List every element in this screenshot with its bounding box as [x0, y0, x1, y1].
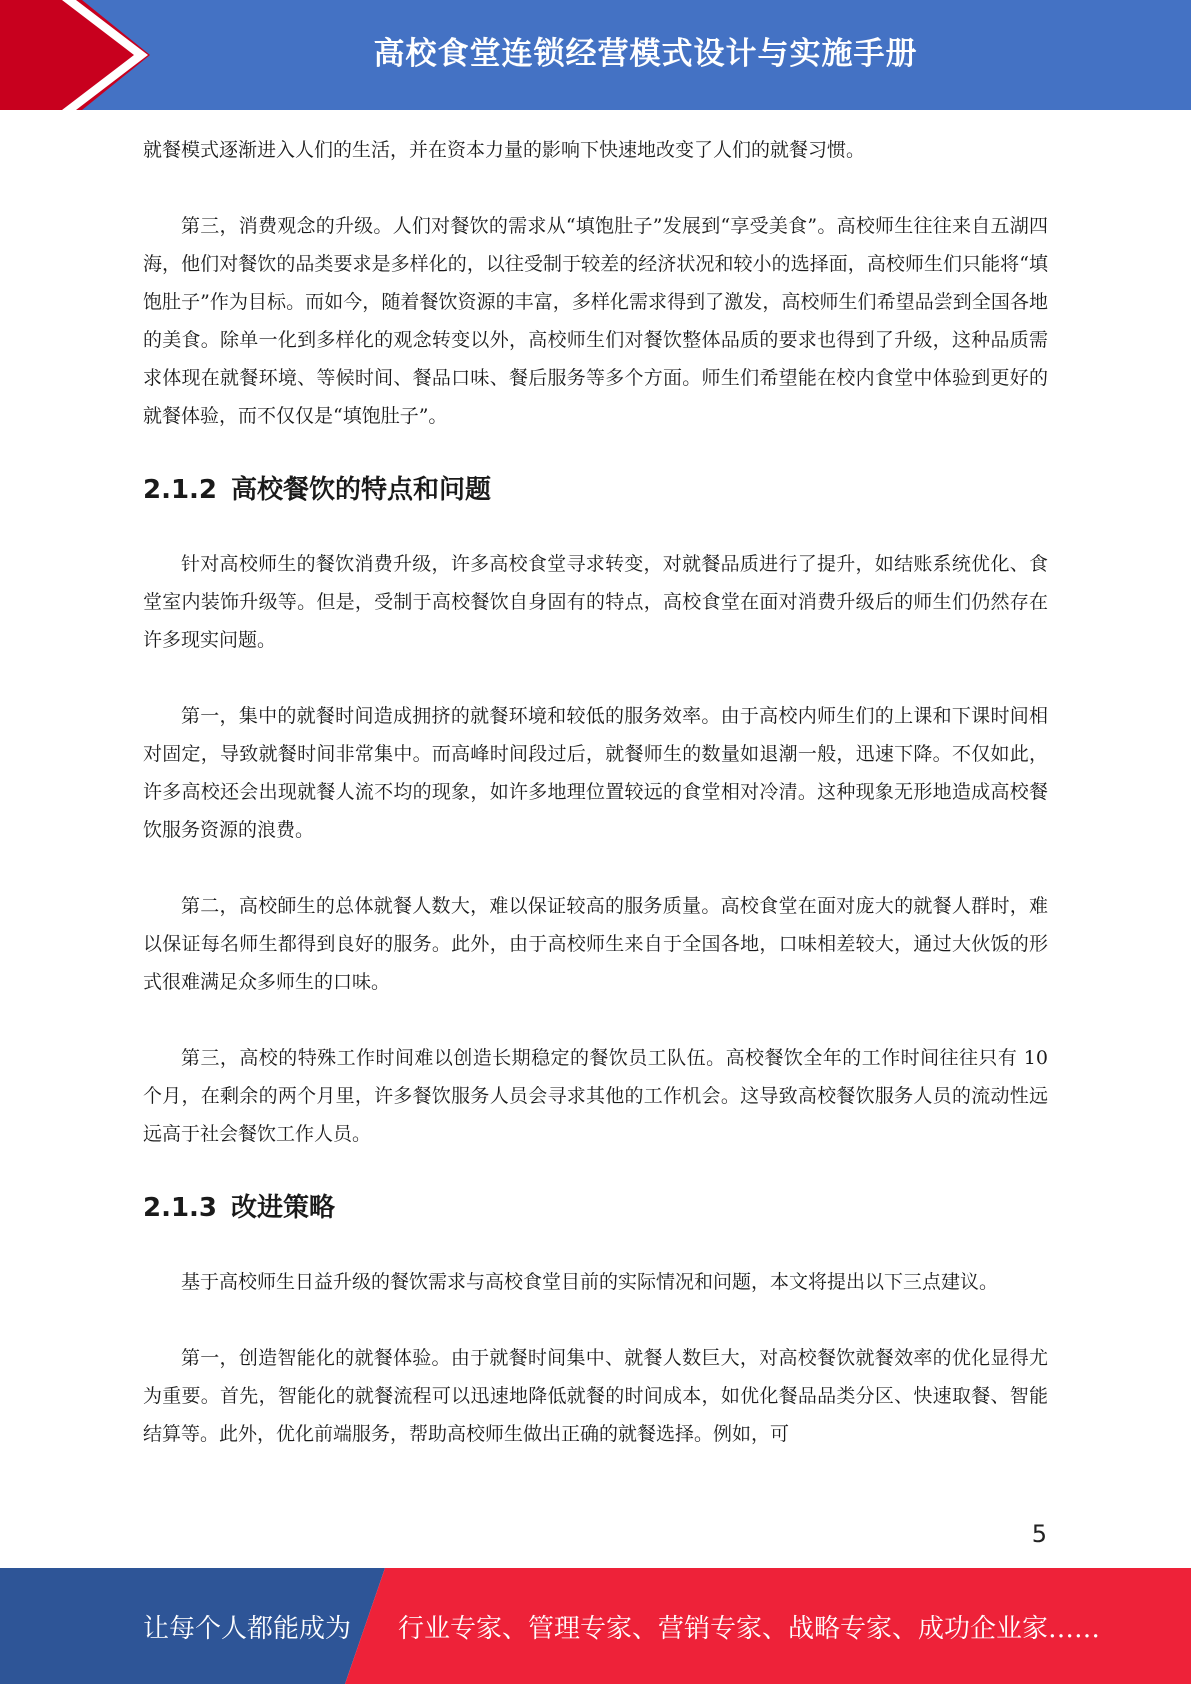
- section-heading-2-1-3: [143, 1191, 1048, 1225]
- paragraph-intro-problems: 针对高校师生的餐饮消费升级，许多高校食堂寻求转变，对就餐品质进行了提升，如结账系统优化、食堂室内装饰升级等。但是，受制于高校餐饮自身固有的特点，高校食堂在面对消费升级后的师生们仍然存在许多现实问题。: [143, 553, 1048, 651]
- section-heading-2-1-2: [143, 473, 1048, 507]
- page-header: [0, 0, 1191, 110]
- paragraph-problem-3: 第三，高校的特殊工作时间难以创造长期稳定的餐饮员工队伍。高校餐饮全年的工作时间往往只有 10 个月，在剩余的两个月里，许多餐饮服务人员会寻求其他的工作机会。这导致高校餐饮服务人员的流动性远远高于社会餐饮工作人员。: [143, 1047, 1048, 1145]
- page-content: [143, 131, 1048, 1453]
- section-number: 2.1.3: [143, 1193, 218, 1223]
- paragraph-strategy-1: 第一，创造智能化的就餐体验。由于就餐时间集中、就餐人数巨大，对高校餐饮就餐效率的优化显得尤为重要。首先，智能化的就餐流程可以迅速地降低就餐的时间成本，如优化餐品品类分区、快速取餐、智能结算等。此外，优化前端服务，帮助高校师生做出正确的就餐选择。例如，可: [143, 1347, 1048, 1445]
- section-title: 高校餐饮的特点和问题: [231, 475, 492, 505]
- paragraph-consumption-upgrade: 第三，消费观念的升级。人们对餐饮的需求从“填饱肚子”发展到“享受美食”。高校师生往往来自五湖四海，他们对餐饮的品类要求是多样化的，以往受制于较差的经济状况和较小的选择面，高校师生们只能将“填饱肚子”作为目标。而如今，随着餐饮资源的丰富，多样化需求得到了激发，高校师生们希望品尝到全国各地的美食。除单一化到多样化的观念转变以外，高校师生们对餐饮整体品质的要求也得到了升级，这种品质需求体现在就餐环境、等候时间、餐品口味、餐后服务等多个方面。师生们希望能在校内食堂中体验到更好的就餐体验，而不仅仅是“填饱肚子”。: [143, 215, 1048, 427]
- document-title: 高校食堂连锁经营模式设计与实施手册: [373, 36, 918, 72]
- paragraph-continued: 就餐模式逐渐进入人们的生活，并在资本力量的影响下快速地改变了人们的就餐习惯。: [143, 139, 866, 161]
- page-footer: [0, 1568, 1191, 1684]
- page-number: 5: [1031, 1520, 1047, 1548]
- section-number: 2.1.2: [143, 475, 218, 505]
- footer-slogan-left: 让每个人都能成为: [143, 1614, 352, 1644]
- section-title: 改进策略: [231, 1193, 336, 1223]
- header-chevron-graphic: [0, 0, 160, 110]
- paragraph-problem-2: 第二，高校師生的总体就餐人数大，难以保证较高的服务质量。高校食堂在面对庞大的就餐人群时，难以保证每名师生都得到良好的服务。此外，由于高校师生来自于全国各地，口味相差较大，通过大伙饭的形式很难满足众多师生的口味。: [143, 895, 1048, 993]
- footer-slogan-right: 行业专家、管理专家、营销专家、战略专家、成功企业家……: [398, 1614, 1101, 1644]
- paragraph-problem-1: 第一，集中的就餐时间造成拥挤的就餐环境和较低的服务效率。由于高校内师生们的上课和下课时间相对固定，导致就餐时间非常集中。而高峰时间段过后，就餐师生的数量如退潮一般，迅速下降。不仅如此，许多高校还会出现就餐人流不均的现象，如许多地理位置较远的食堂相对冷清。这种现象无形地造成高校餐饮服务资源的浪费。: [143, 705, 1048, 841]
- paragraph-strategy-intro: 基于高校师生日益升级的餐饮需求与高校食堂目前的实际情况和问题，本文将提出以下三点建议。: [181, 1271, 999, 1293]
